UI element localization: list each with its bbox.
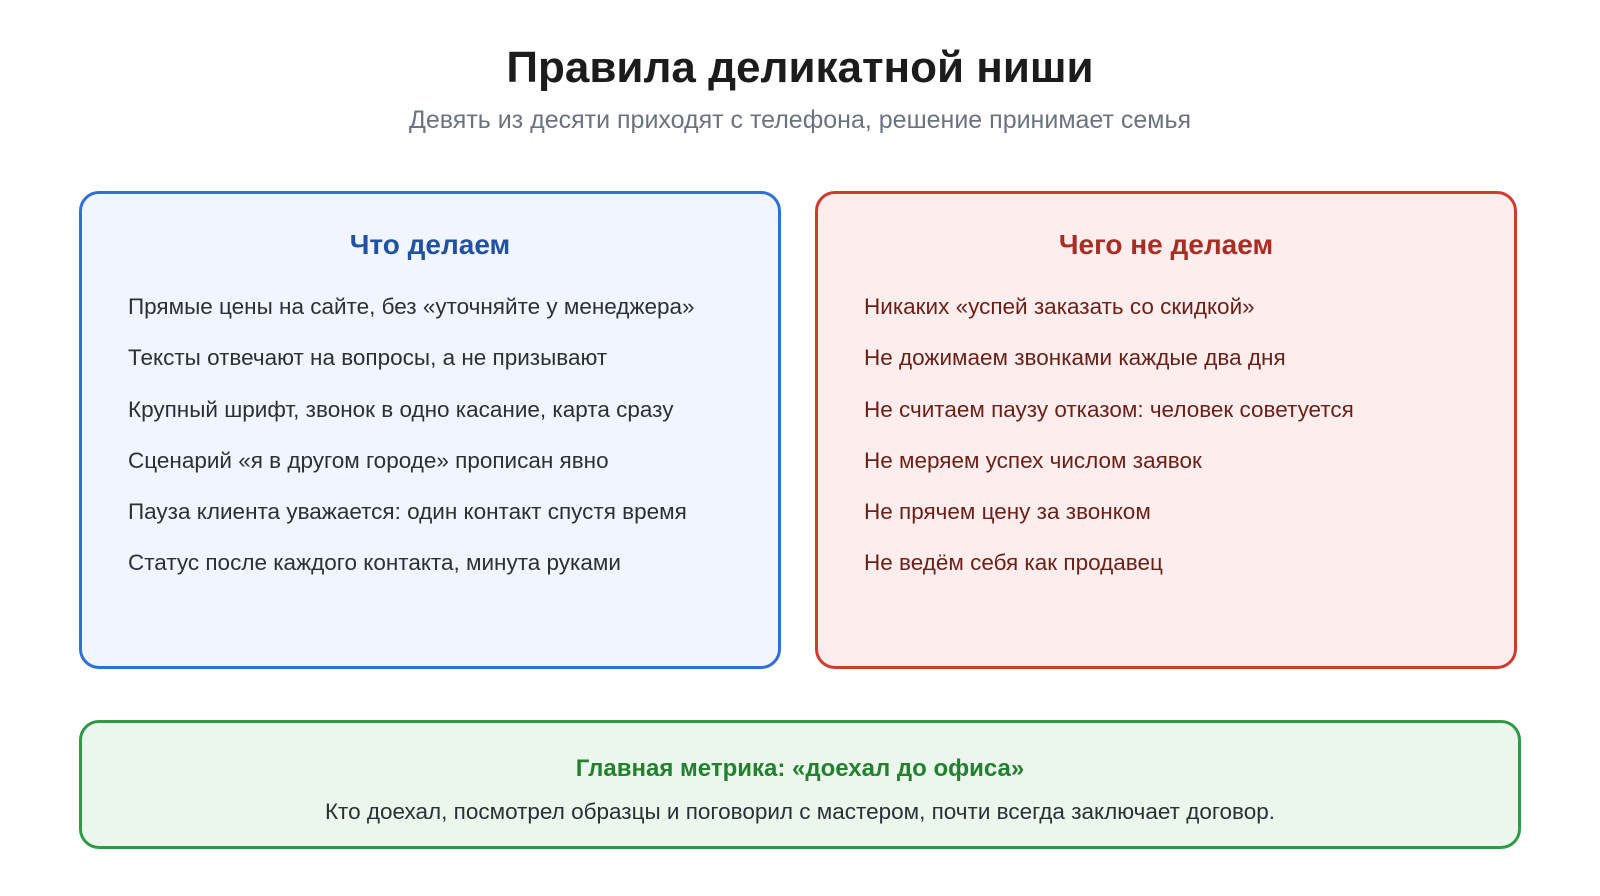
dont-list bbox=[864, 293, 1354, 601]
dont-item: Не считаем паузу отказом: человек советуется bbox=[864, 396, 1354, 422]
do-panel bbox=[79, 191, 781, 669]
dont-item: Не дожимаем звонками каждые два дня bbox=[864, 345, 1286, 371]
metric-title: Главная метрика: «доехал до офиса» bbox=[575, 755, 1025, 782]
dont-item: Не меряем успех числом заявок bbox=[864, 447, 1202, 473]
do-item: Тексты отвечают на вопросы, а не призывают bbox=[128, 345, 608, 371]
dont-item: Никаких «успей заказать со скидкой» bbox=[864, 294, 1255, 319]
do-panel-title: Что делаем bbox=[349, 229, 511, 260]
dont-panel-title: Чего не делаем bbox=[1058, 229, 1274, 260]
do-item: Сценарий «я в другом городе» прописан явно bbox=[128, 447, 609, 473]
dont-item: Не ведём себя как продавец bbox=[864, 550, 1163, 576]
dont-item: Не прячем цену за звонком bbox=[864, 499, 1151, 525]
page-subtitle: Девять из десяти приходят с телефона, решение принимает семья bbox=[408, 106, 1192, 134]
do-item: Пауза клиента уважается: один контакт спустя время bbox=[128, 499, 687, 525]
do-item: Прямые цены на сайте, без «уточняйте у менеджера» bbox=[128, 294, 695, 319]
metric-description: Кто доехал, посмотрел образцы и поговорил с мастером, почти всегда заключает договор. bbox=[324, 799, 1276, 824]
do-item: Статус после каждого контакта, минута руками bbox=[128, 550, 621, 576]
main-metric-box bbox=[79, 720, 1521, 849]
do-list bbox=[128, 293, 695, 601]
dont-panel bbox=[815, 191, 1517, 669]
page-title: Правила деликатной ниши bbox=[506, 43, 1094, 92]
do-item: Крупный шрифт, звонок в одно касание, карта сразу bbox=[128, 396, 674, 422]
